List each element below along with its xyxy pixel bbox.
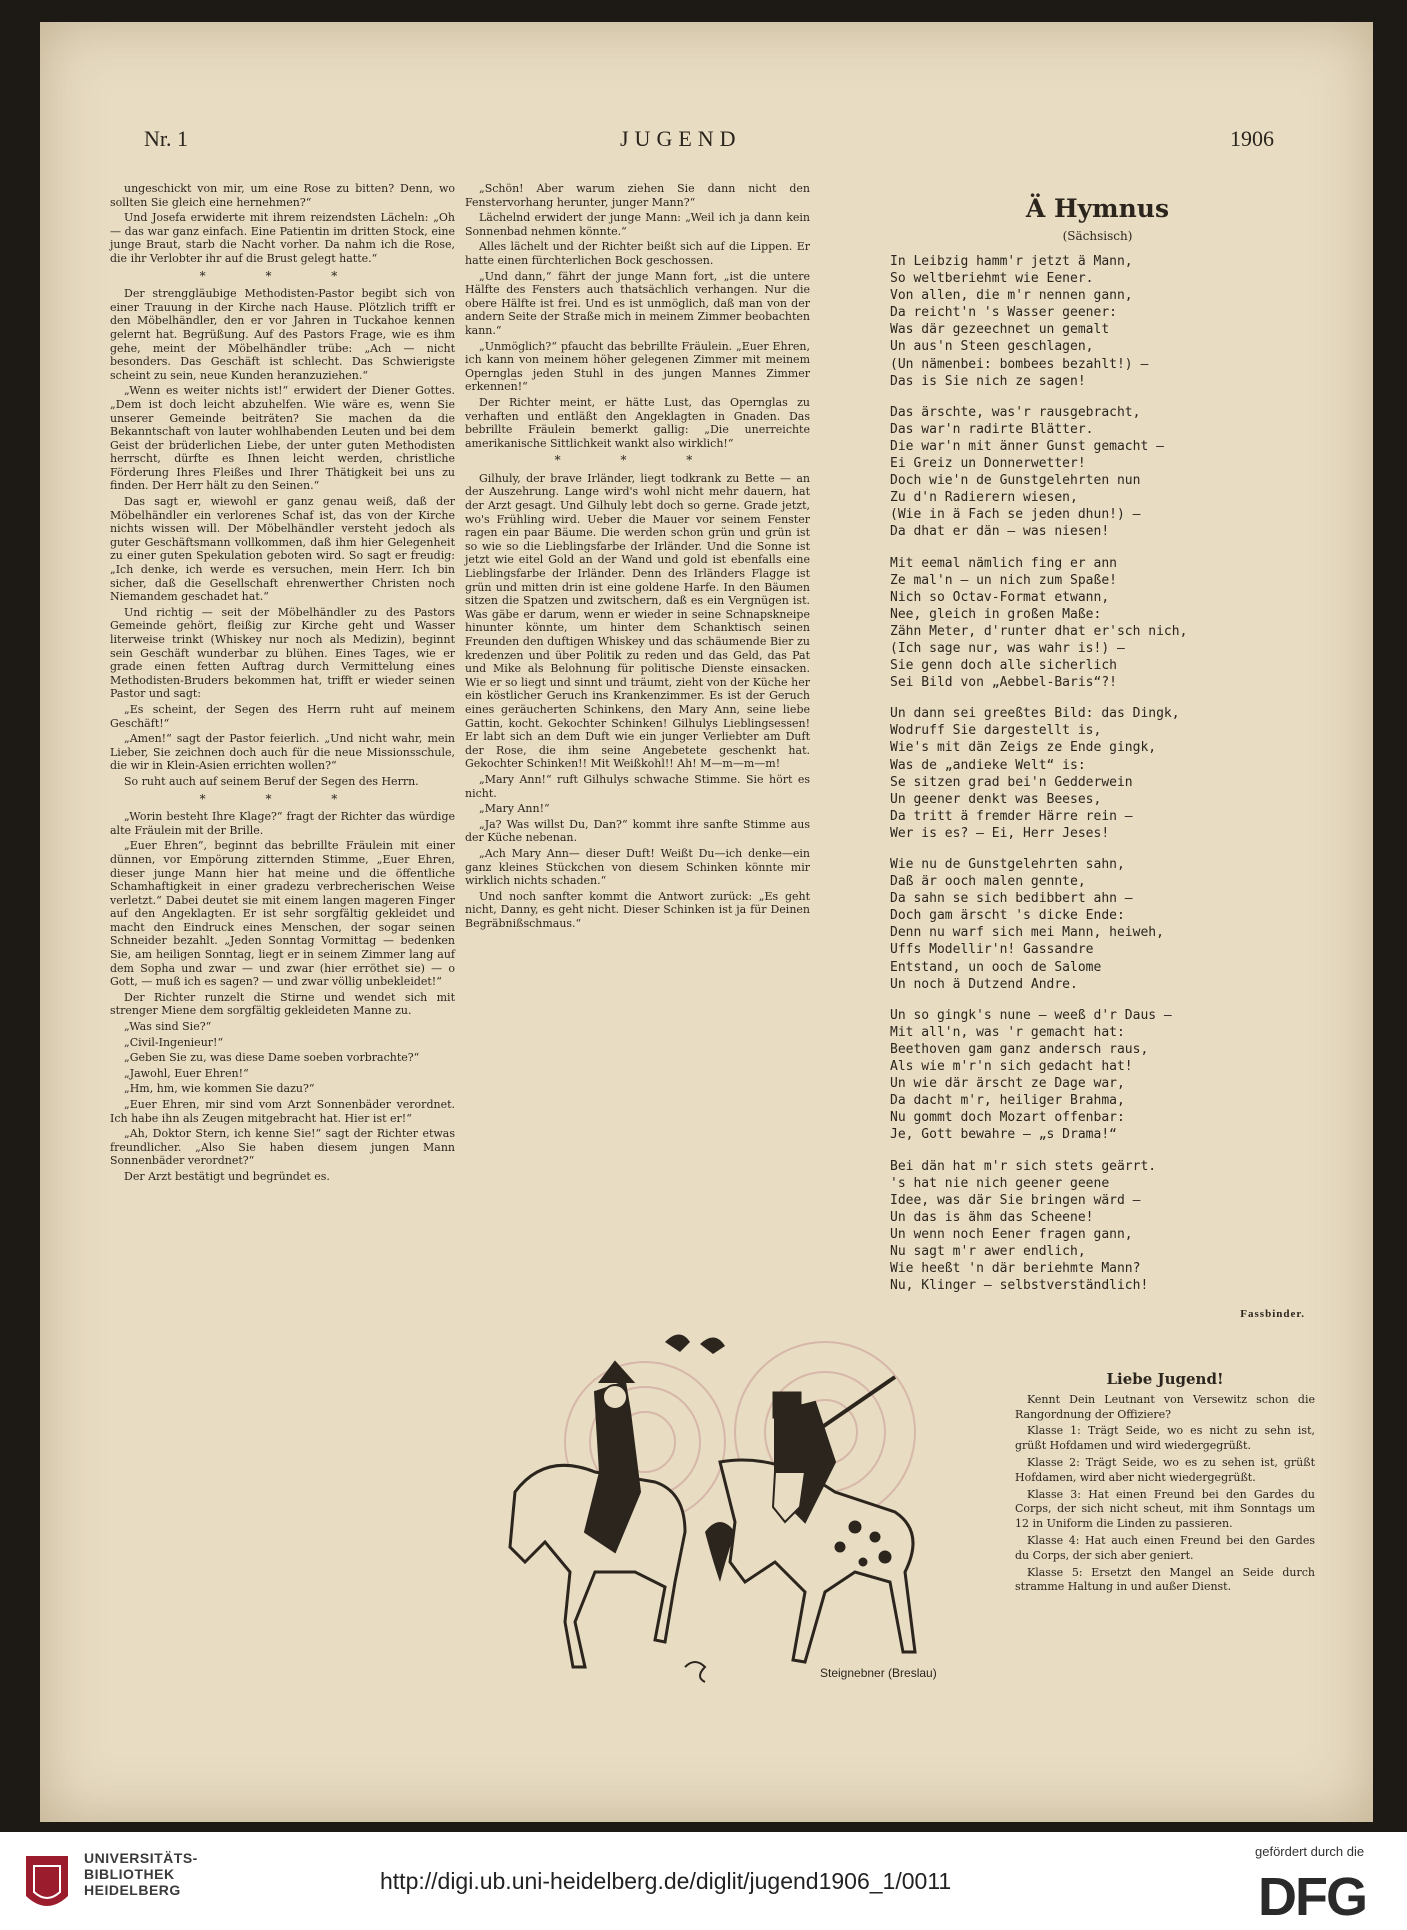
paragraph: „Es scheint, der Segen des Herrn ruht auf meinem Geschäft!“ [110, 702, 455, 730]
paragraph: „Jawohl, Euer Ehren!“ [124, 1066, 249, 1080]
sidebox-paragraph: Klasse 1: Trägt Seide, wo es nicht zu sehn ist, grüßt Hofdamen und wird wiedergegrüßt. [1015, 1424, 1315, 1453]
small-birds-ornament [665, 1335, 725, 1355]
illustration-riders [475, 1322, 995, 1702]
paragraph: „Mary Ann!“ [479, 802, 550, 816]
paragraph: „Civil-Ingenieur!“ [124, 1035, 224, 1049]
poem-stanza: Bei dän hat m'r sich stets geärrt. 's hat nie nich geener geene Idee, was där Sie bringen wärd — Un das is ähm das Scheene! Un wenn noch Eener fragen gann, Nu sagt m'r awer endlich, Wie heeßt 'n där beriehmte Mann? Nu, Klinger — selbstverständlich! [890, 1158, 1157, 1294]
paragraph: „Wenn es weiter nichts ist!“ erwidert der Diener Gottes. „Dem ist doch leicht abzuhelfen. Wie wäre es, wenn Sie unserer Gemeinde beiträten? Sie machen da die Bekanntschaft von lauter wohlhabenden Leuten und bei dem Geist der brüderlichen Liebe, der unter guten Methodisten herrscht, dürfte es Ihnen leicht werden, christliche Förderung Ihres Fleißes und Ihrer Thätigkeit bei uns zu finden. Der Herr hält zu den Seinen.“ [110, 384, 455, 493]
paragraph: „Ja? Was willst Du, Dan?“ kommt ihre sanfte Stimme aus der Küche nebenan. [465, 817, 810, 845]
library-name [84, 1850, 198, 1898]
paragraph: Gilhuly, der brave Irländer, liegt todkrank zu Bette — an der Auszehrung. Lange wird's wohl nicht mehr dauern, hat der Arzt gesagt. Und Gilhuly lebt doch so gerne. Grade jetzt, wo's Frühling wird. Ueber die Mauer vor seinem Fenster ragen ein paar Bäume. Die werden schon grün und grün ist so wie so die Lieblingsfarbe der Irländer. Und die Sonne ist jetzt wie eitel Gold an der Wand und gold ist ebenfalls eine Lieblingsfarbe der Irländer. Denn des Irländers Flagge ist grün und mitten drin ist eine goldene Harfe. In den Bäumen sitzen die Spatzen und zwitschern, daß es ein Vergnügen ist. Was gäbe er darum, wenn er wieder in seine Schnapskneipe hinunter könnte, um hinter dem Schanktisch seinen Freunden den duftigen Whiskey und das schäumende Bier zu kredenzen und über Politik zu reden und das Geld, das Pat und Mike als Belohnung für politische Dienste einsacken. Wie er so liegt und sinnt und träumt, zieht von der Küche her ein köstlicher Geruch ins Krankenzimmer. Es ist der Geruch eines geräucherten Schinkens, den Mary Ann, seine liebe Gattin, kocht. Gekochter Schinken! Gilhulys Lieblingsessen! Er labt sich an dem Duft wie ein junger Verliebter am Duft der Rose, die ihm seine Angebetete geschenkt hat. Gekochter Schinken!! Mit Weißkohl!! Ah! M—m—m—m! [465, 471, 810, 771]
issue-number: Nr. 1 [144, 126, 188, 151]
illustration-credit: Steignebner (Breslau) [820, 1666, 937, 1680]
sidebox-paragraphs [1015, 1393, 1315, 1595]
paragraph: „Euer Ehren“, beginnt das bebrillte Fräulein mit einer dünnen, vor Empörung zitternden Stimme, „Euer Ehren, dieser junge Mann hier hat meine und die öffentliche Schamhaftigkeit in einer gradezu verbrecherischen Weise verletzt.“ Dabei deutet sie mit einem langen mageren Finger auf den Angeklagten. Er ist sehr sorgfältig gekleidet und macht den Eindruck eines Menschen, der sogar seinen Schneider bezahlt. „Jeden Sonntag Vormittag — bedenken Sie, am heiligen Sonntag, liegt er in seinem Zimmer lang auf dem Sopha und zwar — und zwar (hier erröthet sie) — o Gott, — muß ich es sagen? — und zwar völlig unbekleidet!“ [110, 839, 455, 989]
paragraph: Das sagt er, wiewohl er ganz genau weiß, daß der Möbelhändler ein verlorenes Schaf ist, das von der Kirche nichts wissen will. Der Möbelhändler versteht jedoch als guter Geschäftsmann vollkommen, daß ihm hier Gelegenheit zu einer guten Spekulation geboten wird. So sagt er freudig: „Ich denke, ich werde es versuchen, mein Herr. Ich bin sicher, daß die Gesellschaft ehrenwerther Christen noch Niemandem geschadet hat.“ [110, 495, 455, 604]
paragraph: So ruht auch auf seinem Beruf der Segen des Herrn. [124, 774, 419, 788]
sidebox-paragraph: Klasse 2: Trägt Seide, wo es zu sehen ist, grüßt Hofdamen, wird aber nicht wiedergegrüßt. [1015, 1455, 1315, 1484]
poem-stanzas [890, 253, 1305, 1294]
poem-stanza: Un dann sei greeßtes Bild: das Dingk, Wodruff Sie dargestellt is, Wie's mit dän Zeigs ze Ende gingk, Was de „andieke Welt“ is: Se sitzen grad bei'n Gedderwein Un geener denkt was Beeses, Da tritt ä fremder Härre rein — Wer is es? — Ei, Herr Jeses! [890, 706, 1180, 841]
lady-rider-figure [510, 1362, 685, 1667]
year: 1906 [1230, 126, 1274, 151]
paragraph: „Mary Ann!“ ruft Gilhulys schwache Stimme. Sie hört es nicht. [465, 772, 810, 800]
sidebox-paragraph: Klasse 3: Hat einen Freund bei den Gardes du Corps, der sich nicht scheut, mit ihm Sonntags um 12 in Uniform die Linden zu passieren. [1015, 1487, 1315, 1531]
poem-title: Ä Hymnus [1025, 194, 1170, 223]
sidebox-paragraph: Klasse 4: Hat auch einen Freund bei den Gardes du Corps, der sich aber geniert. [1015, 1533, 1315, 1562]
funded-by-label: gefördert durch die [1255, 1844, 1365, 1859]
poem-stanza: Wie nu de Gunstgelehrten sahn, Daß är ooch malen gennte, Da sahn se sich bedibbert ahn — Doch gam ärscht 's dicke Ende: Denn nu warf sich mei Mann, heiweh, Uffs Modellir'n! Gassandre Entstand, un ooch de Salome Un noch ä Dutzend Andre. [890, 857, 1164, 992]
monogram [685, 1662, 705, 1682]
paragraph: „Ach Mary Ann— dieser Duft! Weißt Du—ich denke—ein ganz kleines Stückchen von diesem Schinken könnte mir wirklich nichts schaden.“ [465, 846, 810, 888]
paragraph: Alles lächelt und der Richter beißt sich auf die Lippen. Er hatte einen fürchterlichen Bock geschossen. [465, 240, 810, 267]
paragraph: „Euer Ehren, mir sind vom Arzt Sonnenbäder verordnet. Ich habe ihn als Zeugen mitgebracht hat. Hier ist er!“ [110, 1098, 455, 1125]
paragraph: Und richtig — seit der Möbelhändler zu des Pastors Gemeinde gehört, fleißig zur Kirche geht und Wasser literweise trinkt (Whiskey nur noch als Medizin), beginnt sein Geschäft wunderbar zu blühen. Eines Tages, wie er grade einen fetten Auftrag durch Vermittelung eines Methodisten-Bruders bekommen hat, trifft er wieder seinen Pastor und sagt: [110, 605, 455, 701]
dfg-logo: DFG [1258, 1867, 1366, 1927]
paragraph: Der Richter runzelt die Stirne und wendet sich mit strenger Miene dem sorgfältig gekleideten Manne zu. [110, 990, 455, 1018]
paragraph: Der strenggläubige Methodisten-Pastor begibt sich von einer Trauung in der Kirche nach Hause. Plötzlich trifft er den Möbelhändler, den er vor Jahren in Tuckahoe kennen gelernt hat. Begrüßung. Auf des Pastors Frage, wie es ihm gehe, meint der Möbelhändler trübe: „Ach — nicht besonders. Das Geschäft ist schlecht. Das Schwierigste scheint zu sein, neue Kunden heranzuziehen.“ [110, 287, 455, 382]
sidebox-paragraph: Kennt Dein Leutnant von Versewitz schon die Rangordnung der Offiziere? [1015, 1392, 1315, 1421]
permalink-url[interactable]: http://digi.ub.uni-heidelberg.de/diglit/jugend1906_1/0011 [380, 1868, 952, 1894]
paragraph: ungeschickt von mir, um eine Rose zu bitten? Denn, wo sollten Sie gleich eine hernehmen?“ [110, 182, 455, 209]
paragraph: Der Richter meint, er hätte Lust, das Opernglas zu verhaften und entläßt den Angeklagten in Gnaden. Das bebrillte Fräulein bemerkt gallig: „Die unerreichte amerikanische Sittlichkeit wankt also wirklich!“ [465, 395, 810, 450]
footer-bar [0, 1832, 1407, 1930]
scanned-page [40, 22, 1373, 1822]
section-divider: * * * [199, 268, 366, 283]
liebe-jugend-box [1015, 1372, 1315, 1597]
paragraph: „Geben Sie zu, was diese Dame soeben vorbrachte?“ [124, 1051, 420, 1065]
sidebox-paragraph: Klasse 5: Ersetzt den Mangel an Seide durch stramme Haltung in und außer Dienst. [1015, 1565, 1315, 1594]
paragraph: „Was sind Sie?“ [124, 1020, 212, 1034]
poem-subtitle: (Sächsisch) [1062, 229, 1133, 243]
column-left [110, 182, 455, 1186]
paragraph: „Und dann,“ fährt der junge Mann fort, „ist die untere Hälfte des Fensters auch thatsächlich verhangen. Nur die obere Hälfte ist frei. Und es ist unmöglich, daß man von der andern Seite der Straße mich in meinem Zimmer beobachten kann.“ [465, 269, 810, 337]
section-divider: * * * [554, 453, 721, 468]
poem-stanza: Das ärschte, was'r rausgebracht, Das war'n radirte Blätter. Die war'n mit änner Gunst gemacht — Ei Greiz un Donnerwetter! Doch wie'n de Gunstgelehrten nun Zu d'n Radierern wiesen, (Wie in ä Fach se jeden dhun!) — Da dhat er dän — was niesen! [890, 404, 1164, 540]
poem-stanza: Mit eemal nämlich fing er ann Ze mal'n — un nich zum Spaße! Nich so Octav-Format etwann, Nee, gleich in großen Maße: Zähn Meter, d'runter dhat er'sch nich, (Ich sage nur, was wahr is!) — Sie genn doch alle sicherlich Sei Bild von „Aebbel-Baris“?! [890, 555, 1188, 691]
section-divider: * * * [199, 791, 366, 806]
sidebox-title: Liebe Jugend! [1106, 1370, 1224, 1388]
paragraph: Und Josefa erwiderte mit ihrem reizendsten Lächeln: „Oh — das war ganz einfach. Eine Patientin im dritten Stock, eine junge Braut, starb die Nacht vorher. Da nahm ich die Rose, die ihr Verlobter ihr auf die Brust gelegt hatte.“ [110, 211, 455, 265]
paragraph: „Unmöglich?“ pfaucht das bebrillte Fräulein. „Euer Ehren, ich kann von meinem höher gelegenen Zimmer mit meinem Operngla̲s jeden Stuhl in des jungen Mannes Zimmer erkennen!“ [465, 339, 810, 394]
paragraph: Lächelnd erwidert der junge Mann: „Weil ich ja dann kein Sonnenbad nehmen könnte.“ [465, 211, 810, 238]
poem-stanza: In Leibzig hamm'r jetzt ä Mann, So weltberiehmt wie Eener. Von allen, die m'r nennen gann, Da reicht'n 's Wasser geener: Was där gezeechnet un gemalt Un aus'n Steen geschlagen, (Un nämenbei: bombees bezahlt!) — Das is Sie nich ze sagen! [890, 254, 1149, 389]
paragraph: Und noch sanfter kommt die Antwort zurück: „Es geht nicht, Danny, es geht nicht. Dieser Schinken ist ja für Deinen Begräbnißschmaus.“ [465, 889, 810, 930]
paragraph: Der Arzt bestätigt und begründet es. [124, 1169, 330, 1183]
library-line: UNIVERSITÄTS- [84, 1850, 198, 1866]
poem-stanza: Un so gingk's nune — weeß d'r Daus — Mit all'n, was 'r gemacht hat: Beethoven gam ganz andersch raus, Als wie m'r'n sich gedacht hat! Un wie där ärscht ze Dage war, Da dacht m'r, heiliger Brahma, Nu gommt doch Mozart offenbar: Je, Gott bewahre — „s Drama!“ [890, 1007, 1172, 1143]
magazine-title: JUGEND [620, 126, 742, 151]
column-middle [465, 182, 810, 932]
poem-signature: Fassbinder. [1240, 1308, 1305, 1321]
paragraph: „Schön! Aber warum ziehen Sie dann nicht den Fenstervorhang herunter, junger Mann?“ [465, 182, 810, 209]
paragraph: „Amen!“ sagt der Pastor feierlich. „Und nicht wahr, mein Lieber, Sie zeichnen doch auch für die neue Missionsschule, die wir in Klein-Asien errichten wollen?“ [110, 732, 455, 773]
paragraph: „Hm, hm, wie kommen Sie dazu?“ [124, 1082, 315, 1096]
paragraph: „Ah, Doktor Stern, ich kenne Sie!“ sagt der Richter etwas freundlicher. „Also Sie haben diesem jungen Mann Sonnenbäder verordnet?“ [110, 1127, 455, 1168]
library-line: HEIDELBERG [84, 1882, 181, 1898]
poem-column [890, 182, 1305, 1320]
library-line: BIBLIOTHEK [84, 1866, 175, 1882]
knight-rider-figure [720, 1377, 915, 1662]
paragraph: „Worin besteht Ihre Klage?“ fragt der Richter das würdige alte Fräulein mit der Brille. [110, 810, 455, 837]
university-seal-icon [22, 1848, 72, 1918]
